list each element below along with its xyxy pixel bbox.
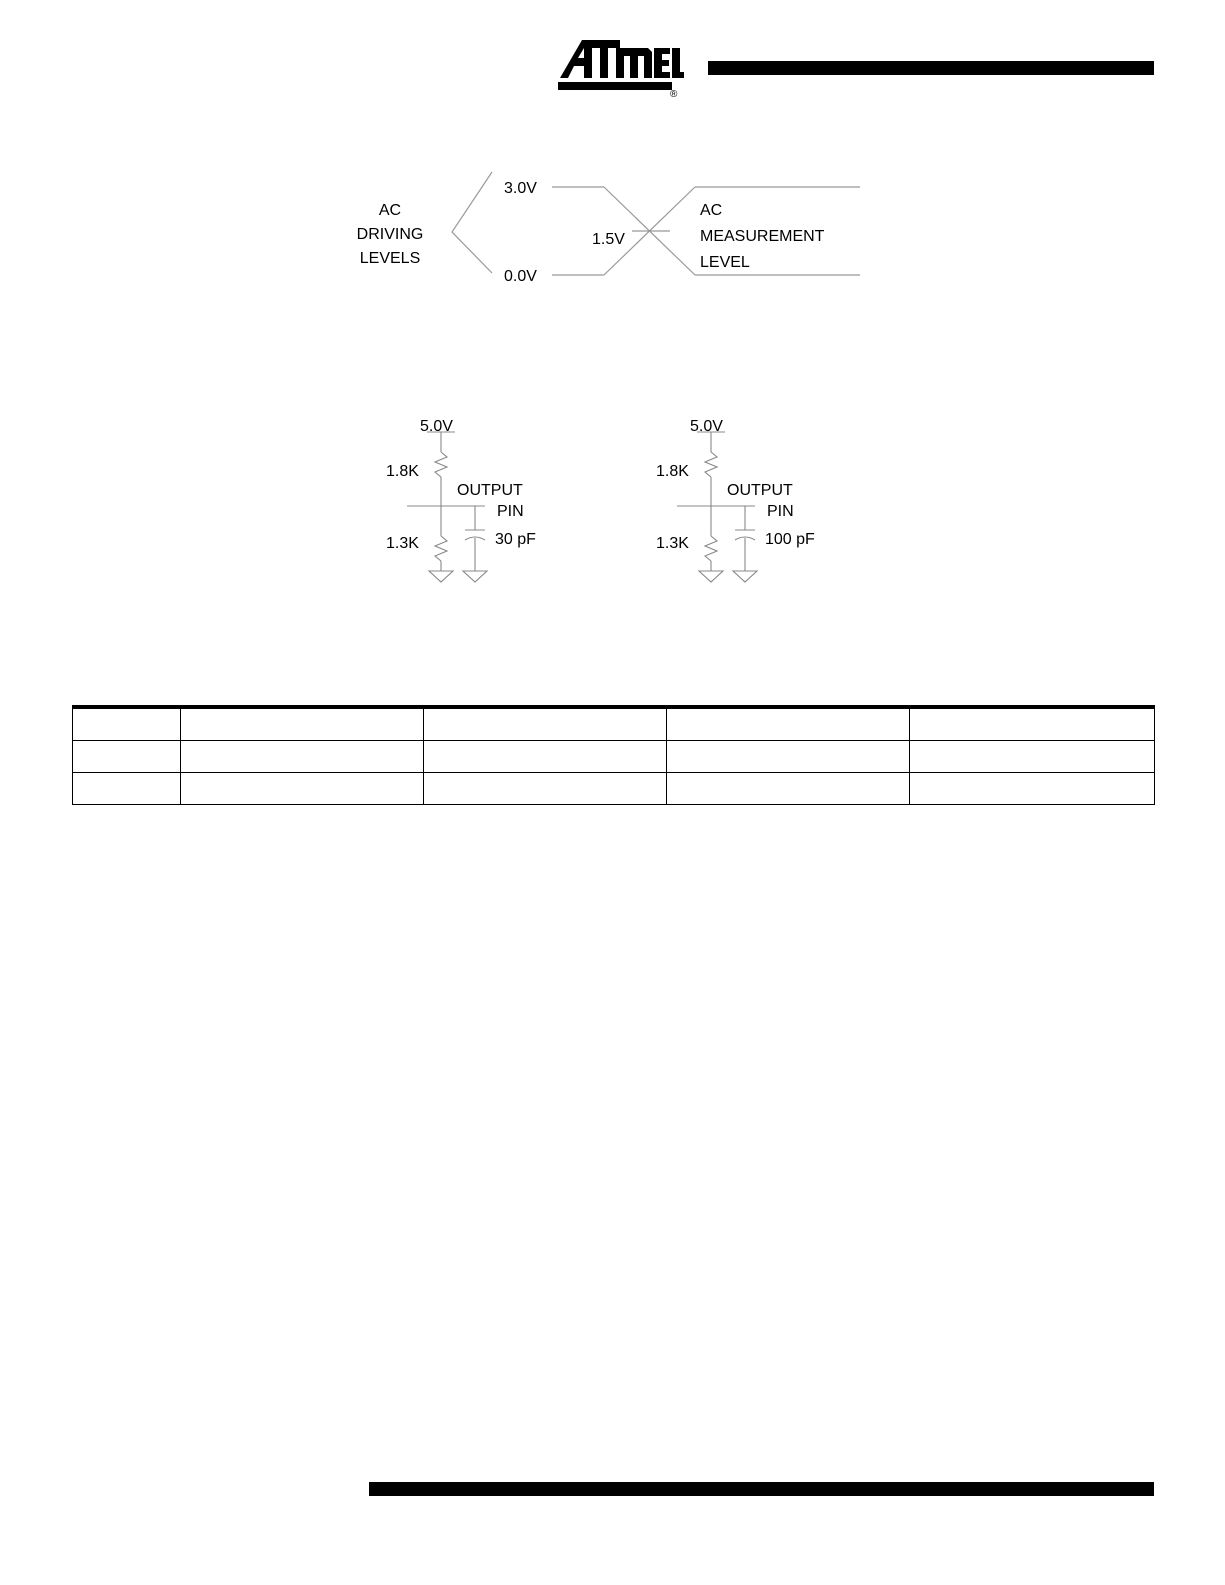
- measure-level-label: 1.5V: [592, 231, 625, 248]
- table-cell: [667, 741, 910, 773]
- header-rule: [708, 61, 1154, 75]
- measurement-label-3: LEVEL: [700, 254, 750, 271]
- spec-table: [72, 705, 1155, 805]
- measurement-label-2: MEASUREMENT: [700, 228, 825, 245]
- ground-icon: [733, 571, 757, 582]
- ground-icon: [699, 571, 723, 582]
- driving-label-1: AC: [378, 202, 402, 219]
- table-row: [73, 741, 1155, 773]
- supply-voltage: 5.0V: [420, 418, 453, 435]
- r-bottom-label: 1.3K: [656, 535, 689, 552]
- output-load-diagram: [375, 408, 860, 593]
- r-top-label: 1.8K: [656, 463, 689, 480]
- resistor-bottom: [705, 536, 717, 561]
- resistor-top: [705, 452, 717, 477]
- table-cell: [910, 741, 1155, 773]
- resistor-bottom: [435, 536, 447, 561]
- table-cell: [73, 707, 181, 741]
- table-cell: [667, 773, 910, 805]
- table-cell: [181, 741, 424, 773]
- registered-mark: ®: [670, 89, 678, 98]
- load-circuit-1: [386, 418, 536, 582]
- atmel-logo: [558, 36, 684, 98]
- ground-icon: [463, 571, 487, 582]
- driving-label-3: LEVELS: [359, 250, 421, 267]
- table-row: [73, 773, 1155, 805]
- table-cell: [73, 773, 181, 805]
- pin-label: PIN: [767, 503, 794, 520]
- table-cell: [424, 773, 667, 805]
- low-level-label: 0.0V: [504, 268, 537, 285]
- table-cell: [181, 707, 424, 741]
- ac-waveform-diagram: [340, 168, 880, 298]
- table-cell: [181, 773, 424, 805]
- driving-bracket: [452, 172, 492, 273]
- high-level-label: 3.0V: [504, 180, 537, 197]
- measurement-label-1: AC: [700, 202, 723, 219]
- output-label: OUTPUT: [457, 482, 523, 499]
- output-label: OUTPUT: [727, 482, 793, 499]
- r-bottom-label: 1.3K: [386, 535, 419, 552]
- table-cell: [910, 707, 1155, 741]
- table-header-row: [73, 707, 1155, 741]
- table-cell: [667, 707, 910, 741]
- capacitance-label: 100 pF: [765, 531, 815, 548]
- supply-voltage: 5.0V: [690, 418, 723, 435]
- footer-rule: [369, 1482, 1154, 1496]
- table-cell: [910, 773, 1155, 805]
- resistor-top: [435, 452, 447, 477]
- table-cell: [73, 741, 181, 773]
- table-cell: [424, 707, 667, 741]
- ground-icon: [429, 571, 453, 582]
- capacitance-label: 30 pF: [495, 531, 536, 548]
- driving-label-2: DRIVING: [356, 226, 424, 243]
- load-circuit-2: [656, 418, 815, 582]
- table-cell: [424, 741, 667, 773]
- r-top-label: 1.8K: [386, 463, 419, 480]
- pin-label: PIN: [497, 503, 524, 520]
